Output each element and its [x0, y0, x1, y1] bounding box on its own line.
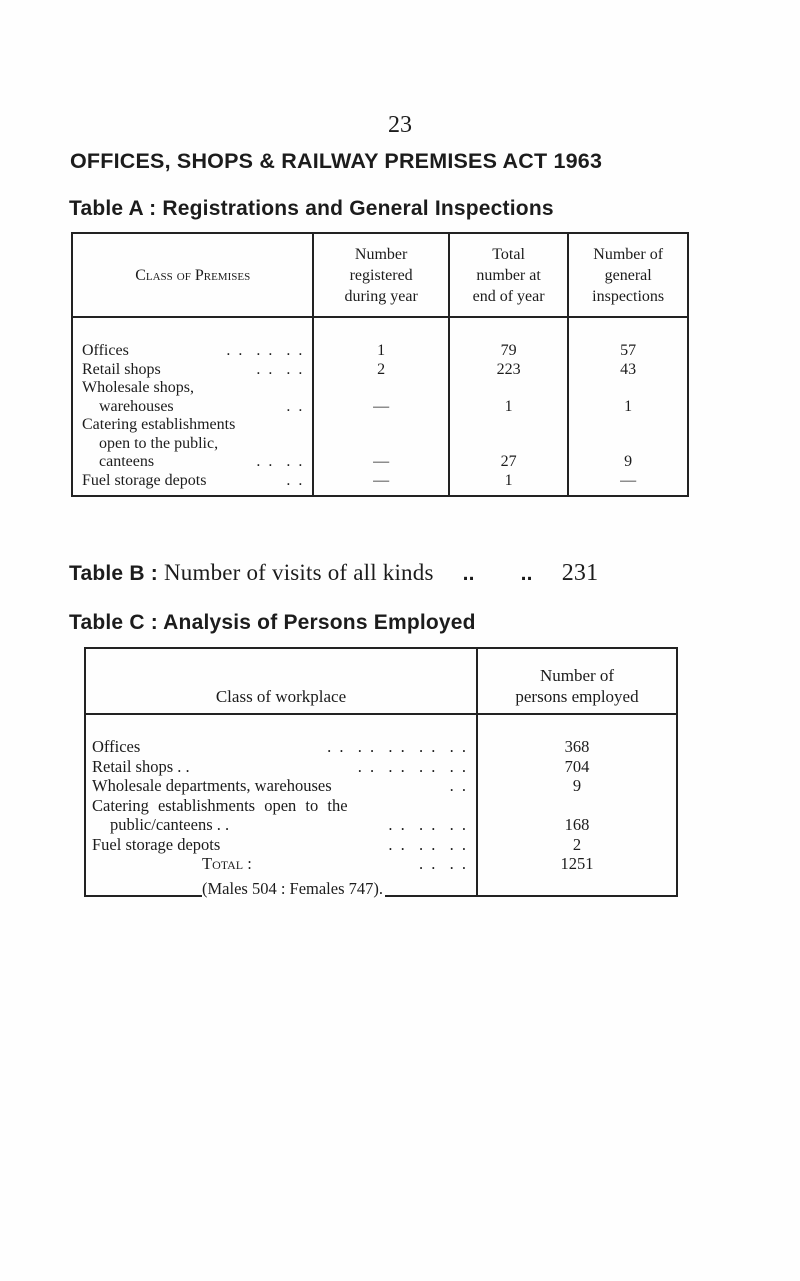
- header-class-of-premises: Class of Premises: [72, 233, 313, 317]
- table-row: warehouses . .: [99, 397, 305, 415]
- table-b-value: 231: [561, 560, 599, 586]
- table-row: canteens . . . .: [99, 453, 305, 470]
- header-class-of-workplace: Class of workplace: [85, 648, 477, 714]
- table-row: Catering establishments: [82, 416, 236, 433]
- header-total-number: Total number at end of year: [449, 233, 568, 317]
- table-row: open to the public,: [99, 434, 219, 452]
- table-row: Wholesale departments, warehouses . .: [92, 776, 468, 795]
- table-row: Retail shops . . . . . . . . . .: [92, 756, 468, 776]
- table-row: Wholesale shops,: [82, 379, 194, 396]
- gender-breakdown: (Males 504 : Females 747).: [202, 879, 384, 898]
- table-a: [71, 232, 689, 497]
- table-b-line: [69, 560, 598, 587]
- persons-column: 368 704 9 168 2 1251: [477, 714, 677, 896]
- table-row: Retail shops . . . .: [82, 360, 305, 378]
- table-a-title: Table A : Registrations and General Inspections: [69, 197, 554, 220]
- table-b-text: Number of visits of all kinds: [163, 560, 434, 585]
- act-title: OFFICES, SHOPS & RAILWAY PREMISES ACT 1963: [70, 149, 603, 173]
- registered-column: 1 2 — — —: [313, 317, 448, 496]
- inspections-column: 57 43 1 9 —: [568, 317, 688, 496]
- header-general-inspections: Number of general inspections: [568, 233, 688, 317]
- table-c: [84, 647, 678, 897]
- table-row: Offices . . . . . . . . . .: [92, 737, 468, 756]
- table-b-label: Table B :: [69, 562, 158, 585]
- total-row: Total : . . . .: [202, 854, 468, 873]
- page-number: 23: [388, 112, 412, 138]
- table-row: Fuel storage depots . . . . . .: [92, 834, 468, 854]
- table-b-dots: ..: [520, 562, 533, 585]
- workplace-column: [85, 714, 477, 896]
- table-row: public/canteens . . . . . . . .: [110, 815, 468, 834]
- total-column: 79 223 1 27 1: [449, 317, 568, 496]
- table-row: Catering establishments open to the: [92, 795, 348, 815]
- table-c-title: Table C : Analysis of Persons Employed: [69, 611, 476, 634]
- premises-class-column: [72, 317, 313, 496]
- table-row: Offices . . . . . .: [82, 342, 305, 359]
- table-row: Fuel storage depots . .: [82, 471, 305, 489]
- header-number-registered: Number registered during year: [313, 233, 448, 317]
- table-b-dots: ..: [462, 562, 475, 585]
- header-persons-employed: Number of persons employed: [477, 648, 677, 714]
